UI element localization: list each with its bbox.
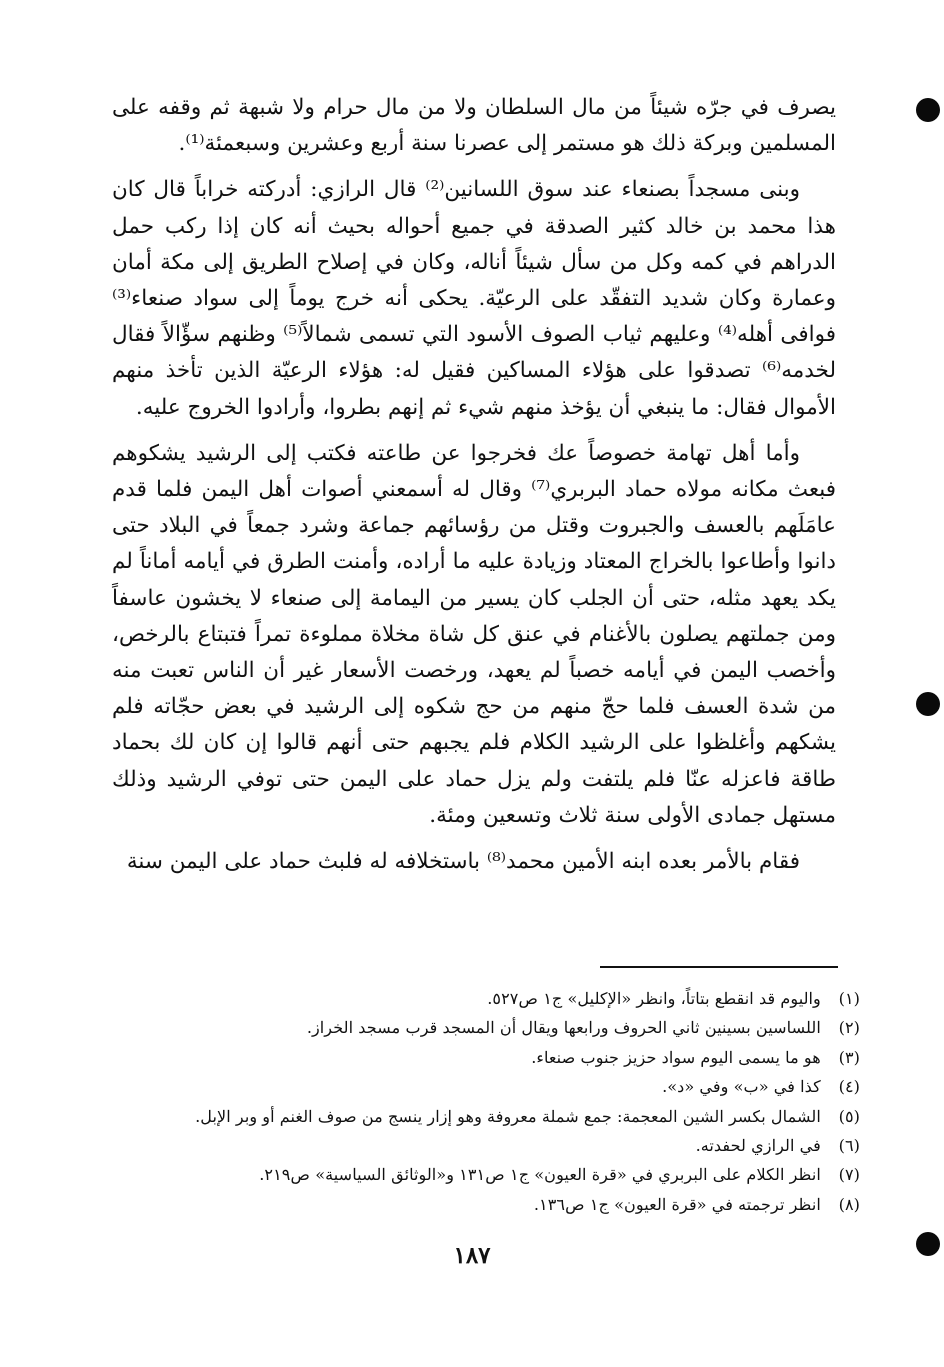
hole-punch-middle — [916, 692, 940, 716]
footnote-2 — [150, 1013, 860, 1042]
footnote-number: (١) — [838, 989, 860, 1008]
paragraph-1: يصرف في جرّه شيئاً من مال السلطان ولا من مال حرام ولا شبهة ثم وقفه على المسلمين وبركة ذلك هو مستمر إلى عصرنا سنة أربع وعشرين وسبعمئة⁽¹⁾. — [112, 95, 836, 157]
footnote-4 — [150, 1072, 860, 1101]
footnote-text: انظر الكلام على البربري في «قرة العيون» ج١ ص١٣١ و«الوثائق السياسية» ص٢١٩. — [259, 1165, 821, 1185]
footnote-number: (٧) — [838, 1165, 860, 1185]
footnote-number: (٨) — [838, 1194, 860, 1214]
footnote-3 — [150, 1043, 860, 1072]
footnotes-list — [150, 984, 860, 1219]
footnote-5 — [150, 1102, 860, 1131]
footnote-text: كذا في «ب» وفي «د». — [662, 1077, 821, 1097]
paragraph-2: وبنى مسجداً بصنعاء عند سوق اللسانين⁽²⁾ قال الرازي: أدركته خراباً قال كان هذا محمد بن خالد كثير الصدقة في جميع أحواله بحيث أنه كان إذا ركب حمل الدراهم في كمه وكل من سأل شيئاً أناله، وكان في إصلاح الطريق إلى مكة أمان وعمارة وكان شديد التفقّد على الرعيّة. يحكى أنه خرج يوماً إلى سواد صنعاء⁽³⁾ فوافى أهله⁽⁴⁾ وعليهم ثياب الصوف الأسود التي تسمى شمالاً⁽⁵⁾ وظنهم سؤّالاً فقال لخدمه⁽⁶⁾ تصدقوا على هؤلاء المساكين فقيل له: هؤلاء الرعيّة الذين تأخذ منهم الأموال فقال: ما ينبغي أن يؤخذ منهم شيء ثم إنهم بطروا، وأرادوا الخروج عليه. — [112, 177, 836, 420]
footnote-number: (٢) — [838, 1018, 860, 1038]
footnote-separator — [600, 966, 838, 968]
main-text — [112, 90, 836, 880]
footnote-8 — [150, 1190, 860, 1219]
paragraph-4: فقام بالأمر بعده ابنه الأمين محمد⁽⁸⁾ باستخلافه له فلبث حماد على اليمن سنة — [126, 849, 800, 875]
footnote-text: الشمال بكسر الشين المعجمة: جمع شملة معروفة وهو إزار ينسج من صوف الغنم أو وبر الإبل. — [195, 1106, 821, 1126]
footnote-text: واليوم قد انقطع بتاتاً، وانظر «الإكليل» ج١ ص٥٢٧. — [487, 989, 821, 1008]
footnote-7 — [150, 1160, 860, 1189]
footnote-6 — [150, 1131, 860, 1160]
footnote-text: اللساسين بسينين ثاني الحروف ورابعها ويقال أن المسجد قرب مسجد الخراز. — [306, 1018, 821, 1038]
footnote-number: (٤) — [838, 1077, 860, 1097]
footnote-number: (٣) — [838, 1047, 860, 1067]
footnote-text: في الرازي لحفدته. — [695, 1136, 821, 1156]
hole-punch-top — [916, 98, 940, 122]
footnote-number: (٦) — [838, 1136, 860, 1156]
footnote-number: (٥) — [838, 1106, 860, 1126]
page-number: ١٨٧ — [453, 1242, 491, 1269]
footnote-text: انظر ترجمته في «قرة العيون» ج١ ص١٣٦. — [533, 1194, 821, 1214]
footnote-1 — [150, 984, 860, 1013]
footnote-text: هو ما يسمى اليوم سواد حزيز جنوب صنعاء. — [531, 1047, 821, 1067]
paragraph-3: وأما أهل تهامة خصوصاً عك فخرجوا عن طاعته فكتب إلى الرشيد يشكوهم فبعث مكانه مولاه حماد البربري⁽⁷⁾ وقال له أسمعني أصوات أهل اليمن فلما قدم عامَلَهم بالعسف والجبروت وقتل من رؤسائهم جماعة وشرد جمعاً في البلاد حتى دانوا وأطاعوا بالخراج المعتاد وزيادة عليه ما أراده، وأمنت الطرق في أيامه أماناً لم يكد يعهد مثله، حتى أن الجلب كان يسير من اليمامة إلى صنعاء لا يخشون عاسفاً ومن جملتهم يصلون بالأغنام في عنق كل شاة مخلاة مملوءة تمراً فتبتاع بالرخص، وأخصب اليمن في أيامه خصباً لم يعهد، ورخصت الأسعار غير أن الناس تعبت منه من شدة العسف فلما حجّ منهم من حج شكوه إلى الرشيد في بعض حجّاته فلم يشكهم وأغلظوا على الرشيد الكلام فلم يجبهم حتى أنهم قالوا إن كان لك بحماد طاقة فاعزله عنّا فلم يلتفت ولم يزل حماد على اليمن حتى توفي الرشيد وذلك مستهل جمادى الأولى سنة ثلاث وتسعين ومئة. — [112, 440, 836, 828]
